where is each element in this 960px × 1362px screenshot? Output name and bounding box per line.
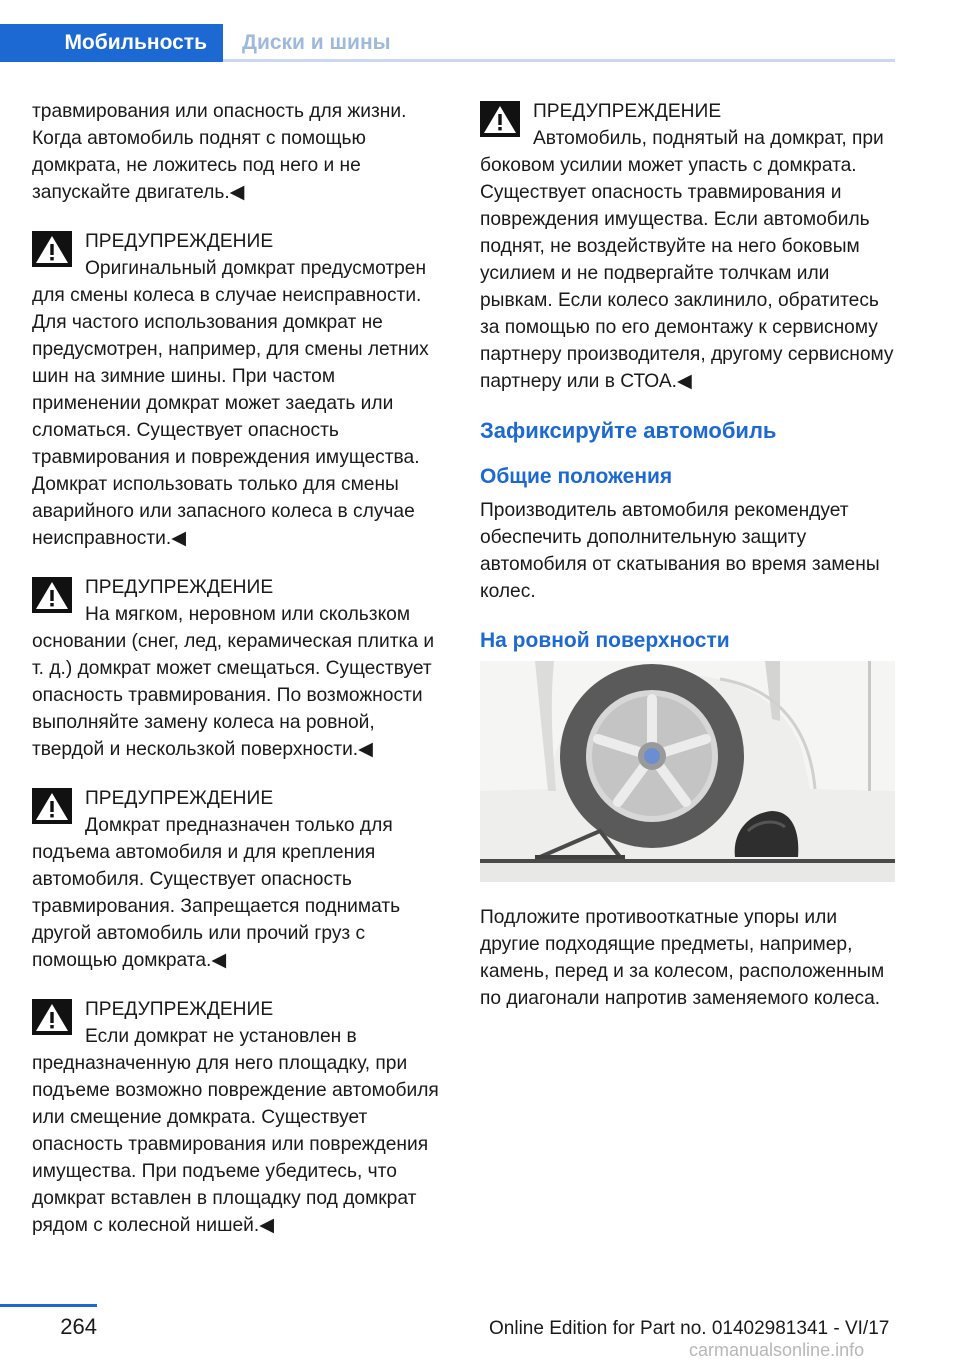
warning-text: Домкрат предназначен только для подъема автомобиля и для крепления автомобиля. Существует опасность травмирования. Запрещается поднимать другой автомобиль или прочий груз с помощью домкрата.◀ [32, 815, 401, 971]
warning-title: ПРЕДУПРЕЖДЕНИЕ [533, 101, 722, 122]
watermark-text: carmanualsonline.info [689, 1340, 865, 1360]
warning-block-3 [32, 785, 447, 974]
wheel-on-jack-with-stone-illustration [480, 661, 895, 882]
warning-text: Автомобиль, поднятый на домкрат, при боковом усилии может упасть с домкрата. Существует опасность травмирования и повреждения имущества. Если автомобиль поднят, не воздействуйте на него боковым усилием и не подвергайте толчкам или рывкам. Если колесо заклинило, обратитесь за помощью по его демонтажу к сервисному партнеру производителя, другому сервисному партнеру или в СТОА.◀ [480, 128, 894, 392]
section-tab: Мобильность [0, 24, 223, 62]
warning-triangle-icon [32, 577, 72, 613]
illustration-caption: Подложите противооткатные упоры или другие подходящие предметы, например, камень, перед и за колесом, расположенным по диагонали напротив заменяемого колеса. [480, 907, 885, 1009]
edition-text: Online Edition for Part no. 01402981341 - VI/17 [489, 1318, 890, 1339]
warning-triangle-icon [32, 231, 72, 267]
warning-title: ПРЕДУПРЕЖДЕНИЕ [85, 231, 274, 252]
warning-block-1 [32, 228, 447, 552]
subsection-tab: Диски и шины [242, 31, 391, 54]
warning-block-5 [480, 98, 895, 395]
right-column [480, 98, 895, 1012]
warning-triangle-icon [32, 788, 72, 824]
general-paragraph: Производитель автомобиля рекомендует обеспечить дополнительную защиту автомобиля от скатывания во время замены колес. [480, 500, 880, 602]
header-rule [223, 59, 895, 62]
subheading-general: Общие положения [480, 465, 673, 488]
subheading-level-surface: На ровной поверхности [480, 629, 730, 652]
page-number: 264 [60, 1314, 97, 1339]
intro-paragraph: травмирования или опасность для жизни. Когда автомобиль поднят с помощью домкрата, не ложитесь под него и не запускайте двигатель.◀ [32, 101, 407, 203]
warning-triangle-icon [480, 101, 520, 137]
warning-block-2 [32, 574, 447, 763]
section-heading: Зафиксируйте автомобиль [480, 418, 777, 443]
footer-rule [0, 1304, 97, 1307]
warning-title: ПРЕДУПРЕЖДЕНИЕ [85, 788, 274, 809]
warning-title: ПРЕДУПРЕЖДЕНИЕ [85, 999, 274, 1020]
warning-block-4 [32, 996, 447, 1239]
page-header [0, 24, 895, 62]
warning-triangle-icon [32, 999, 72, 1035]
left-column [32, 98, 447, 1261]
warning-text: На мягком, неровном или скользком основании (снег, лед, керамическая плитка и т. д.) домкрат может смещаться. Существует опасность травмирования. По возможности выполняйте замену колеса на ровной, твердой и нескользкой поверхности.◀ [32, 604, 435, 760]
warning-title: ПРЕДУПРЕЖДЕНИЕ [85, 577, 274, 598]
warning-text: Если домкрат не установлен в предназначенную для него площадку, при подъеме возможно повреждение автомобиля или смещение домкрата. Существует опасность травмирования или повреждения имущества. При подъеме убедитесь, что домкрат вставлен в площадку под домкрат рядом с колесной нишей.◀ [32, 1026, 439, 1236]
warning-text: Оригинальный домкрат предусмотрен для смены колеса в случае неисправности. Для частого использования домкрат не предусмотрен, например, для смены летних шин на зимние шины. При частом применении домкрат может заедать или сломаться. Существует опасность травмирования и повреждения имущества. Домкрат использовать только для смены аварийного или запасного колеса в случае неисправности.◀ [32, 258, 429, 549]
